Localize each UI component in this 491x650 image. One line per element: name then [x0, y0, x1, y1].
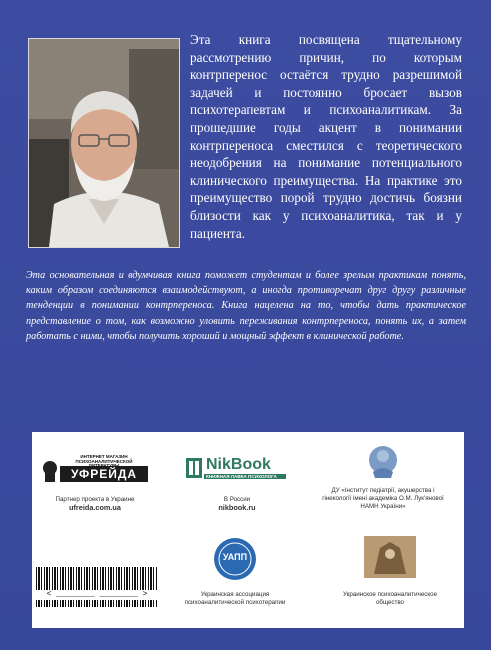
uapp-partner-block — [175, 536, 295, 607]
ufreida-partner-block — [40, 454, 150, 512]
nikbook-name: NikBook — [206, 456, 271, 473]
institute-emblem-icon — [363, 442, 403, 482]
nikbook-partner-block — [182, 454, 292, 512]
nikbook-tagline: КНИЖНАЯ ЛАВКА ПСИХОЛОГА — [206, 474, 277, 479]
institute-caption: ДУ «Інститут педіатрії, акушерства і гінекології імені академіка О.М. Лук'янової НАМН України» — [322, 487, 444, 510]
author-photo — [28, 38, 180, 248]
institute-partner-block — [318, 442, 448, 511]
book-summary: Эта основательная и вдумчивая книга поможет студентам и более зрелым практикам понять, каким образом соединяются взаимодействуют, а иногда противоречат друг другу различные тенденции в понимании контрпереноса. Книга нацелена на то, чтобы дать практическое представление о том, как возможно уловить переживания контрпереноса, понять их, а затем работать с ними, чтобы получить хороший и мощный эффект в клинической работе. — [26, 270, 466, 342]
uapp-caption: Украинская ассоциация психоаналитической психотерапии — [184, 591, 286, 606]
upo-emblem-icon — [362, 534, 418, 580]
isbn-barcode — [36, 567, 158, 607]
ufreida-caption: Партнер проекта в Украине — [55, 496, 135, 503]
upo-caption: Украинское психоаналитическое общество — [342, 591, 438, 606]
author-portrait-illustration — [29, 39, 179, 247]
nikbook-url[interactable]: nikbook.ru — [218, 503, 256, 512]
ufreida-tagline: ИНТЕРНЕТ МАГАЗИН ПСИХОАНАЛИТИЧЕСКОЙ ЛИТЕРАТУРЫ — [75, 454, 133, 469]
ufreida-url[interactable]: ufreida.com.ua — [69, 503, 121, 512]
upo-partner-block — [340, 534, 440, 607]
barcode-number: < ________ ________ > — [36, 590, 158, 600]
ufreida-name: УФРЕЙДА — [70, 467, 138, 481]
uapp-name: УАПП — [222, 552, 248, 562]
book-description: Эта книга посвящена тщательному рассмотрению причин, по которым контрперенос остаётся трудно разрешимой задачей и постоянно бросает вызов психотерапевтам и психоаналитикам. За прошедшие годы акцент в понимании контрпереноса сместился с теоретического неодобрения на понимание потенциального клинического преимущества. На практике это преимущество порой трудно достичь боязни близости как у психоаналитика, так и у пациента. — [190, 32, 462, 241]
nikbook-caption: В России — [223, 496, 251, 503]
